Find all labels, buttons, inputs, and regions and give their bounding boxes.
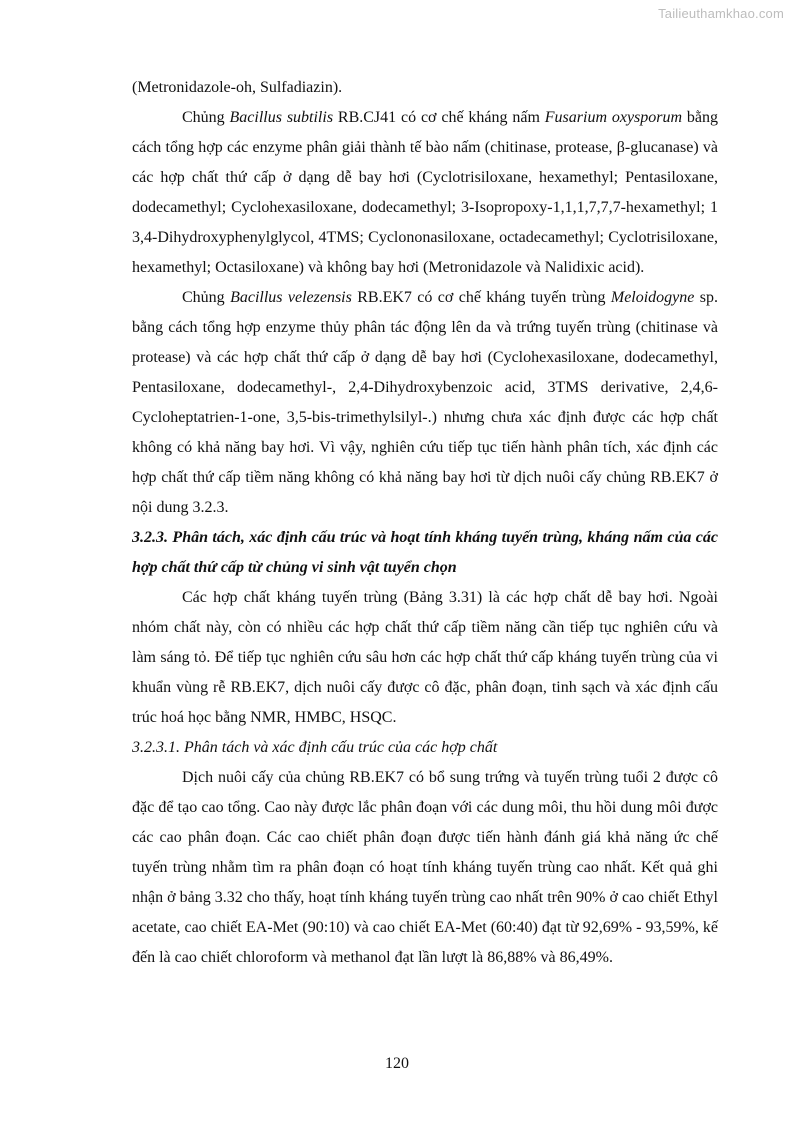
section-heading-3-2-3-1: 3.2.3.1. Phân tách và xác định cấu trúc của các hợp chất	[132, 739, 498, 756]
paragraph-continuation: (Metronidazole-oh, Sulfadiazin).	[132, 79, 343, 96]
paragraph-extraction: Dịch nuôi cấy của chủng RB.EK7 có bổ sung trứng và tuyến trùng tuổi 2 được cô đặc để tạo cao tổng. Cao này được lắc phân đoạn với các dung môi, thu hồi dung môi được các cao phân đoạn. Các cao chiết phân đoạn được tiến hành đánh giá khả năng ức chế tuyến trùng nhằm tìm ra phân đoạn có hoạt tính kháng tuyến trùng cao nhất. Kết quả ghi nhận ở bảng 3.32 cho thấy, hoạt tính kháng tuyến trùng cao nhất trên 90% ở cao chiết Ethyl acetate, cao chiết EA-Met (90:10) và cao chiết EA-Met (60:40) đạt từ 92,69% - 93,59%, kế đến là cao chiết chloroform và methanol đạt lần lượt là 86,88% và 86,49%.	[132, 769, 718, 966]
document-body	[132, 73, 718, 973]
paragraph-bacillus-subtilis	[132, 103, 718, 283]
species-name: Fusarium oxysporum	[544, 109, 683, 126]
watermark: Tailieuthamkhao.com	[658, 6, 784, 21]
text-run: RB.EK7 có cơ chế kháng tuyến trùng	[351, 289, 611, 306]
paragraph-nematode-compounds: Các hợp chất kháng tuyến trùng (Bảng 3.31) là các hợp chất dễ bay hơi. Ngoài nhóm chất này, còn có nhiều các hợp chất thứ cấp tiềm năng cần tiếp tục nghiên cứu và làm sáng tỏ. Để tiếp tục nghiên cứu sâu hơn các hợp chất thứ cấp kháng tuyến trùng của vi khuẩn vùng rễ RB.EK7, dịch nuôi cấy được cô đặc, phân đoạn, tinh sạch và xác định cấu trúc hoá học bằng NMR, HMBC, HSQC.	[132, 589, 718, 726]
species-name: Bacillus subtilis	[229, 109, 334, 126]
page-number: 120	[385, 1055, 409, 1072]
text-run: RB.CJ41 có cơ chế kháng nấm	[333, 109, 545, 126]
text-run: Chủng	[182, 289, 231, 306]
text-run: bằng cách tổng hợp các enzyme phân giải thành tế bào nấm (chitinase, protease, β-glucanase) và các hợp chất thứ cấp ở dạng dễ bay hơi (Cyclotrisiloxane, hexamethyl; Pentasiloxane, dodecamethyl; Cyclohexasiloxane, dodecamethyl; 3-Isopropoxy-1,1,1,7,7,7-hexamethyl; 1 3,4-Dihydroxyphenylglycol, 4TMS; Cyclononasiloxane, octadecamethyl; Cyclotrisiloxane, hexamethyl; Octasiloxane) và không bay hơi (Metronidazole và Nalidixic acid).	[132, 109, 719, 276]
section-heading-3-2-3: 3.2.3. Phân tách, xác định cấu trúc và hoạt tính kháng tuyến trùng, kháng nấm của các hợp chất thứ cấp từ chủng vi sinh vật tuyển chọn	[132, 529, 718, 576]
text-run: Chủng	[182, 109, 230, 126]
paragraph-bacillus-velezensis	[132, 283, 718, 523]
species-name: Bacillus velezensis	[230, 289, 352, 306]
species-name: Meloidogyne	[610, 289, 695, 306]
text-run: sp. bằng cách tổng hợp enzyme thủy phân tác động lên da và trứng tuyến trùng (chitinase và protease) và các hợp chất thứ cấp ở dạng dễ bay hơi (Cyclohexasiloxane, dodecamethyl, Pentasiloxane, dodecamethyl-, 2,4-Dihydroxybenzoic acid, 3TMS derivative, 2,4,6-Cycloheptatrien-1-one, 3,5-bis-trimethylsilyl-.) nhưng chưa xác định được các hợp chất không có khả năng bay hơi. Vì vậy, nghiên cứu tiếp tục tiến hành phân tích, xác định các hợp chất thứ cấp tiềm năng không có khả năng bay hơi từ dịch nuôi cấy chủng RB.EK7 ở nội dung 3.2.3.	[132, 289, 718, 516]
